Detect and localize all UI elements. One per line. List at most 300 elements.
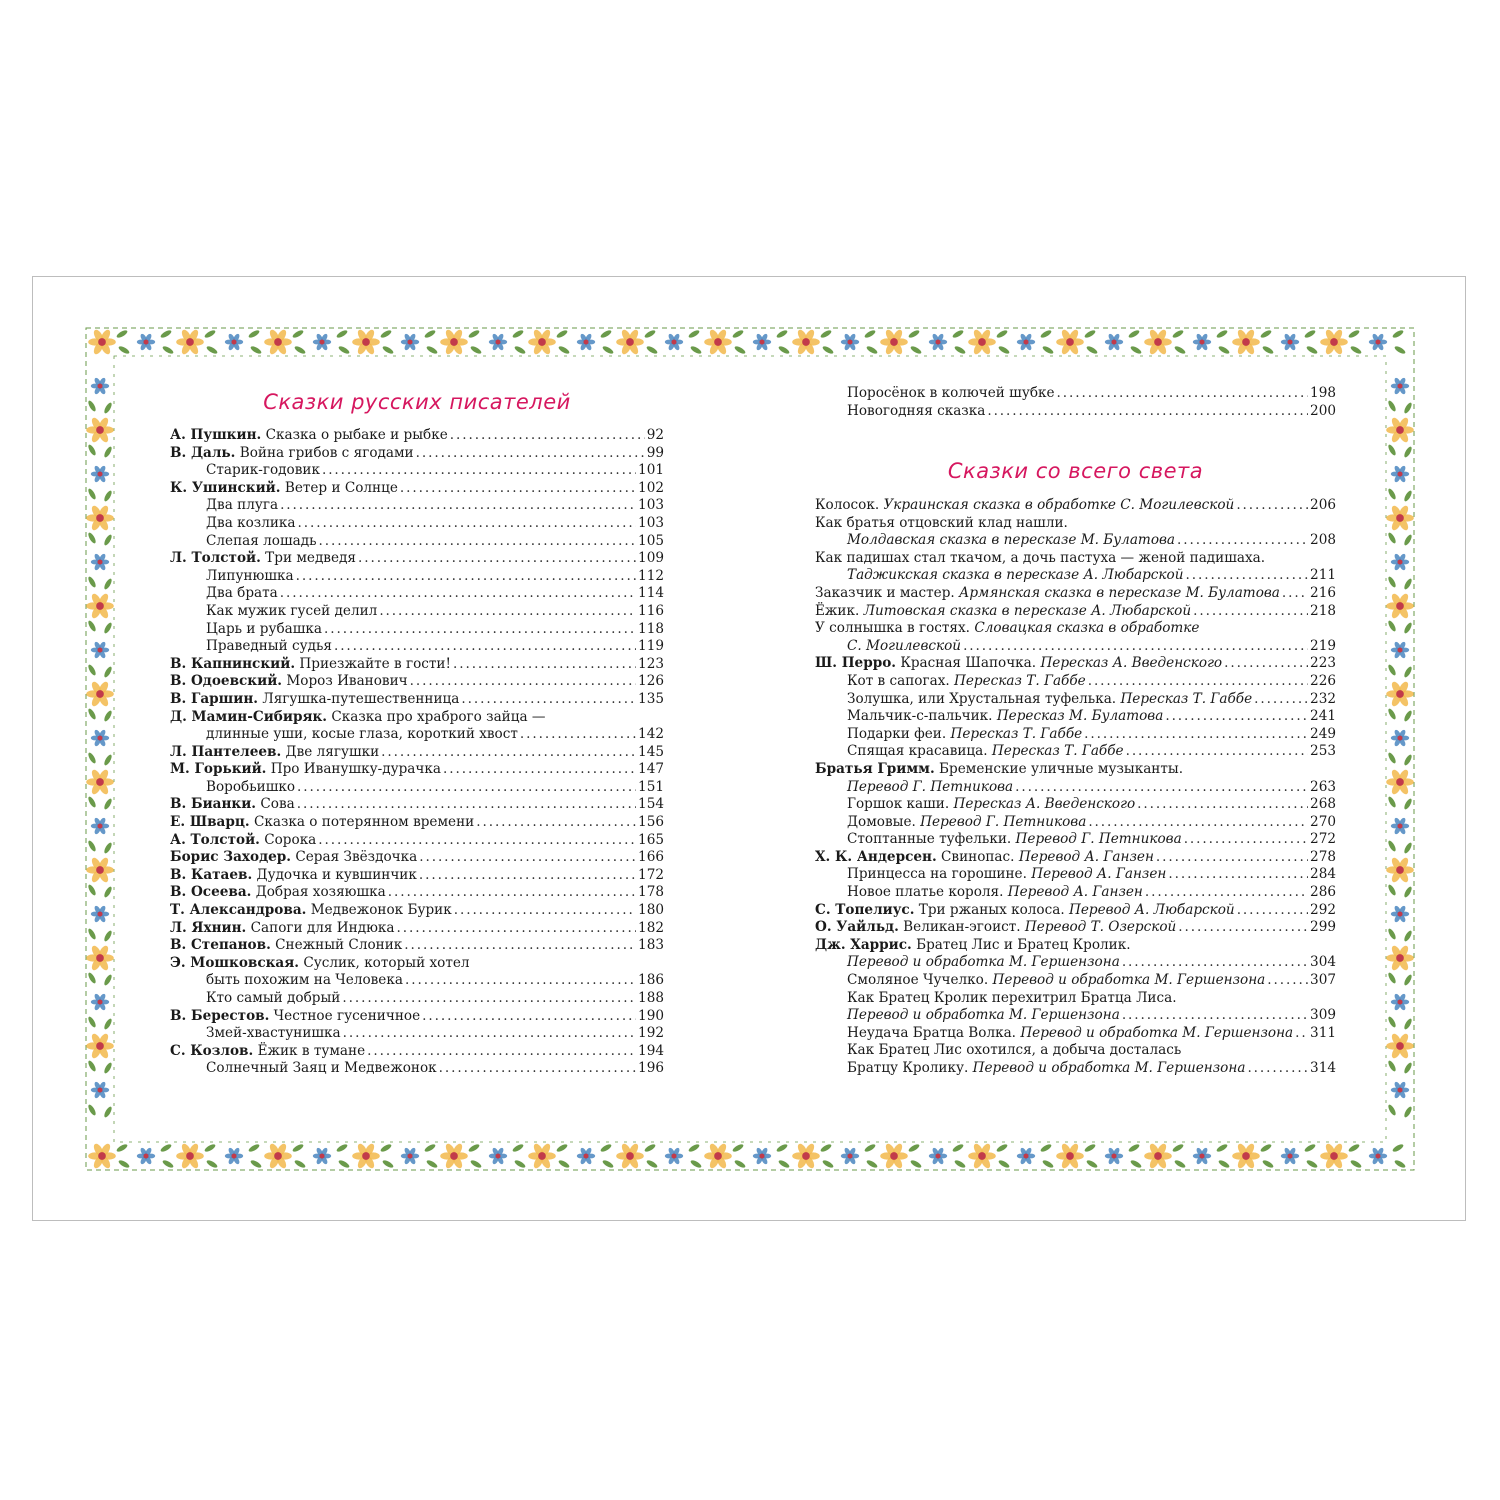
toc-entry-title	[170, 832, 316, 850]
vine-leaf	[206, 1159, 219, 1169]
toc-page-number: 206	[1310, 497, 1336, 513]
toc-entry[interactable]	[170, 832, 664, 850]
toc-page-number: 192	[638, 1025, 664, 1042]
toc-dot-leader	[318, 533, 636, 551]
toc-entry[interactable]	[170, 744, 664, 762]
vine-leaf	[690, 1159, 703, 1169]
small-flower-center	[759, 1153, 764, 1158]
large-flower-center	[802, 1152, 810, 1160]
vine-leaf	[558, 1159, 571, 1169]
toc-entry[interactable]	[815, 972, 1336, 990]
toc-entry-name: Снежный Слоник	[275, 937, 403, 954]
toc-dot-leader	[419, 867, 636, 885]
toc-dot-leader	[296, 568, 636, 586]
vine-leaf	[87, 400, 97, 413]
small-flower-center	[1287, 1153, 1292, 1158]
toc-page-number: 219	[1310, 637, 1336, 654]
large-flower-center	[98, 1152, 106, 1160]
small-flower-center	[935, 339, 940, 344]
vine-leaf	[820, 1143, 833, 1153]
toc-entry-name: Воробьишко	[206, 778, 296, 795]
toc-entry[interactable]	[170, 621, 664, 639]
toc-entry-author: В. Бианки.	[170, 796, 257, 813]
toc-entry-author: В. Гаршин.	[170, 690, 259, 707]
toc-dot-leader	[450, 427, 645, 445]
toc-entry[interactable]	[170, 603, 664, 621]
toc-entry[interactable]	[815, 796, 1336, 814]
toc-entry[interactable]	[815, 603, 1336, 621]
vine-leaf	[1306, 1159, 1319, 1169]
toc-entry-title	[170, 709, 546, 727]
large-flower-center	[362, 1152, 370, 1160]
toc-entry[interactable]	[815, 919, 1336, 937]
small-flower-center	[1023, 339, 1028, 344]
toc-entry[interactable]	[815, 1025, 1336, 1043]
vine-leaf	[204, 1143, 217, 1153]
vine-leaf	[910, 345, 923, 355]
small-flower-center	[495, 339, 500, 344]
toc-entry-author: В. Одоевский.	[170, 673, 283, 690]
vine-leaf	[1172, 1143, 1185, 1153]
small-flower-center	[847, 339, 852, 344]
toc-entry-title	[847, 1025, 1293, 1043]
toc-entry-name: У солнышка в гостях.	[815, 620, 970, 637]
toc-entry-author: В. Осеева.	[170, 884, 252, 901]
toc-entry-name: длинные уши, косые глаза, короткий хвост	[206, 726, 518, 743]
small-flower-center	[143, 1153, 148, 1158]
vine-leaf	[103, 930, 113, 943]
toc-entry[interactable]	[170, 814, 664, 832]
toc-entry[interactable]	[170, 533, 664, 551]
toc-entry[interactable]	[815, 779, 1336, 797]
vine-leaf	[118, 1159, 131, 1169]
toc-entry-translator: Перевод и обработка М. Гершензона	[847, 1007, 1120, 1024]
toc-entry[interactable]	[815, 937, 1336, 955]
toc-entry[interactable]	[170, 673, 664, 691]
vine-leaf	[1403, 490, 1413, 503]
toc-entry-name: Подарки феи.	[847, 725, 947, 742]
toc-entry-title	[170, 937, 402, 955]
toc-entry[interactable]	[815, 1042, 1336, 1060]
toc-dot-leader	[379, 603, 636, 621]
toc-entry[interactable]	[170, 972, 664, 990]
toc-dot-leader	[987, 403, 1308, 421]
large-flower-center	[96, 1042, 104, 1050]
toc-entry[interactable]	[170, 656, 664, 674]
vine-leaf	[248, 329, 261, 339]
toc-entry-title	[815, 515, 1068, 533]
toc-entry-translator: Пересказ Т. Габбе	[950, 725, 1083, 742]
toc-entry[interactable]	[170, 497, 664, 515]
toc-dot-leader	[1224, 655, 1308, 673]
large-flower-center	[96, 690, 104, 698]
small-flower-center	[583, 339, 588, 344]
small-flower-center	[407, 1153, 412, 1158]
toc-entry[interactable]	[815, 990, 1336, 1008]
toc-dot-leader	[322, 462, 636, 480]
toc-entry-title	[206, 726, 518, 744]
toc-entry[interactable]	[170, 726, 664, 744]
toc-page-number: 119	[638, 638, 664, 655]
toc-entry[interactable]	[170, 761, 664, 779]
toc-entry[interactable]	[815, 497, 1336, 515]
toc-entry-title	[206, 585, 278, 603]
toc-entry-name: Змей-хвастунишка	[206, 1025, 341, 1042]
vine-leaf	[103, 1018, 113, 1031]
small-flower-center	[319, 1153, 324, 1158]
toc-entry[interactable]	[815, 849, 1336, 867]
toc-entry-title	[206, 990, 340, 1008]
toc-page-number: 186	[638, 972, 664, 989]
toc-entry[interactable]	[815, 726, 1336, 744]
toc-entry[interactable]	[815, 403, 1336, 421]
toc-entry-author: В. Степанов.	[170, 937, 271, 954]
small-flower-center	[97, 471, 102, 476]
toc-page-number: 123	[638, 655, 664, 672]
toc-entry-translator: Таджикская сказка в пересказе А. Любарской	[847, 567, 1184, 584]
toc-entry-name: Две лягушки	[285, 743, 380, 760]
toc-entry[interactable]	[170, 920, 664, 938]
toc-entry-title	[847, 403, 985, 421]
vine-leaf	[1387, 532, 1397, 545]
toc-entry[interactable]	[815, 532, 1336, 550]
toc-entry-author: Борис Заходер.	[170, 849, 292, 866]
toc-entry-name: Как мужик гусей делил	[206, 602, 378, 619]
toc-entry-name: Смоляное Чучелко.	[847, 972, 989, 989]
toc-entry[interactable]	[170, 550, 664, 568]
vine-leaf	[162, 1159, 175, 1169]
vine-leaf	[103, 754, 113, 767]
vine-leaf	[470, 1159, 483, 1169]
vine-leaf	[734, 1159, 747, 1169]
toc-entry[interactable]	[170, 427, 664, 445]
toc-page-number: 165	[638, 831, 664, 848]
toc-entry-title	[815, 550, 1265, 568]
toc-entry-name: Свинопас.	[941, 848, 1015, 865]
toc-entry[interactable]	[170, 709, 664, 727]
large-flower-center	[96, 602, 104, 610]
toc-entry[interactable]	[170, 884, 664, 902]
toc-dot-leader	[454, 902, 636, 920]
toc-dot-leader	[1145, 884, 1308, 902]
toc-entry-name: Ветер и Солнце	[284, 479, 398, 496]
vine-leaf	[87, 1060, 97, 1073]
large-flower-center	[1066, 1152, 1074, 1160]
vine-leaf	[87, 576, 97, 589]
toc-entry[interactable]	[815, 515, 1336, 533]
toc-entry[interactable]	[170, 691, 664, 709]
vine-leaf	[1403, 1062, 1413, 1075]
toc-entry[interactable]	[815, 550, 1336, 568]
vine-leaf	[87, 796, 97, 809]
vine-leaf	[514, 345, 527, 355]
vine-leaf	[160, 329, 173, 339]
toc-entry-name: Новое платье короля.	[847, 884, 1004, 901]
vine-leaf	[87, 928, 97, 941]
vine-leaf	[1392, 329, 1405, 339]
toc-entry[interactable]	[815, 831, 1336, 849]
toc-entry[interactable]	[170, 1060, 664, 1078]
toc-entry-title	[170, 656, 451, 674]
toc-page-number: 226	[1310, 672, 1336, 689]
toc-entry-title	[847, 532, 1175, 550]
toc-entry-title	[847, 884, 1143, 902]
vine-leaf	[336, 1143, 349, 1153]
toc-entry[interactable]	[815, 620, 1336, 638]
vine-leaf	[206, 345, 219, 355]
toc-page-number: 196	[638, 1060, 664, 1077]
large-flower-center	[890, 338, 898, 346]
toc-page-number: 135	[638, 690, 664, 707]
toc-entry-name: Бременские уличные музыканты.	[939, 760, 1184, 777]
toc-entry[interactable]	[815, 385, 1336, 403]
toc-entry-translator: Молдавская сказка в пересказе М. Булатова	[847, 532, 1176, 549]
large-flower-center	[1154, 1152, 1162, 1160]
vine-leaf	[998, 345, 1011, 355]
large-flower-center	[96, 426, 104, 434]
vine-leaf	[1216, 1143, 1229, 1153]
vine-leaf	[103, 534, 113, 547]
large-flower-center	[538, 338, 546, 346]
toc-dot-leader	[1193, 603, 1308, 621]
toc-entry[interactable]	[815, 1007, 1336, 1025]
vine-leaf	[1084, 1143, 1097, 1153]
small-flower-center	[231, 1153, 236, 1158]
toc-entry-title	[847, 990, 1177, 1008]
toc-entry[interactable]	[815, 708, 1336, 726]
vine-leaf	[1348, 329, 1361, 339]
vine-leaf	[426, 345, 439, 355]
vine-leaf	[160, 1143, 173, 1153]
vine-leaf	[1348, 1143, 1361, 1153]
toc-dot-leader	[1084, 726, 1308, 744]
toc-entry-translator: Перевод А. Любарской	[1068, 901, 1235, 918]
large-flower-center	[714, 1152, 722, 1160]
small-flower-center	[1397, 1087, 1402, 1092]
toc-entry[interactable]	[170, 796, 664, 814]
toc-entry[interactable]	[170, 638, 664, 656]
toc-entry-author: Д. Мамин-Сибиряк.	[170, 708, 328, 725]
toc-entry[interactable]	[815, 673, 1336, 691]
vine-leaf	[87, 1016, 97, 1029]
toc-entry[interactable]	[170, 955, 664, 973]
toc-entry[interactable]	[170, 990, 664, 1008]
toc-dot-leader	[280, 585, 636, 603]
toc-dot-leader	[476, 814, 636, 832]
toc-dot-leader	[1088, 673, 1308, 691]
vine-leaf	[734, 345, 747, 355]
toc-entry[interactable]	[815, 1060, 1336, 1078]
toc-entry-name: Братцу Кролику.	[847, 1060, 969, 1076]
toc-dot-leader	[1237, 902, 1308, 920]
vine-leaf	[600, 329, 613, 339]
vine-leaf	[556, 329, 569, 339]
toc-dot-leader	[410, 673, 636, 691]
vine-leaf	[118, 345, 131, 355]
vine-leaf	[1387, 1060, 1397, 1073]
vine-leaf	[1403, 754, 1413, 767]
small-flower-center	[671, 1153, 676, 1158]
toc-dot-leader	[443, 761, 636, 779]
toc-entry-name: Сказка о рыбаке и рыбке	[265, 427, 448, 443]
vine-leaf	[602, 1159, 615, 1169]
vine-leaf	[1040, 329, 1053, 339]
vine-leaf	[1128, 329, 1141, 339]
toc-entry[interactable]	[170, 779, 664, 797]
toc-page-number: 309	[1310, 1007, 1336, 1024]
toc-entry[interactable]	[170, 515, 664, 533]
toc-entry-author: А. Толстой.	[170, 831, 260, 848]
toc-page-number: 216	[1310, 584, 1336, 601]
toc-page-number: 172	[638, 866, 664, 883]
vine-leaf	[116, 1143, 129, 1153]
toc-entry[interactable]	[170, 445, 664, 463]
toc-entry-author: В. Даль.	[170, 444, 236, 461]
toc-page-number: 253	[1310, 743, 1336, 760]
toc-entry-name: Три медведя	[265, 550, 356, 567]
toc-entry-title	[847, 779, 1013, 797]
toc-page-number: 307	[1310, 972, 1336, 989]
vine-leaf	[204, 329, 217, 339]
toc-page-number: 284	[1310, 866, 1336, 883]
toc-entry[interactable]	[170, 849, 664, 867]
large-flower-center	[450, 1152, 458, 1160]
vine-leaf	[1172, 329, 1185, 339]
toc-dot-leader	[297, 779, 636, 797]
vine-leaf	[646, 345, 659, 355]
toc-page-number: 218	[1310, 602, 1336, 619]
small-flower-center	[407, 339, 412, 344]
toc-entry-title	[170, 761, 441, 779]
toc-entry[interactable]	[815, 814, 1336, 832]
toc-entry-title	[206, 1025, 341, 1043]
vine-leaf	[87, 664, 97, 677]
vine-leaf	[87, 752, 97, 765]
toc-entry-name: Великан-эгоист.	[903, 919, 1021, 936]
toc-entry[interactable]	[170, 462, 664, 480]
vine-leaf	[1084, 329, 1097, 339]
toc-page-number: 188	[638, 990, 664, 1006]
small-flower-center	[1111, 1153, 1116, 1158]
vine-leaf	[822, 1159, 835, 1169]
toc-entry[interactable]	[815, 638, 1336, 656]
toc-entry[interactable]	[170, 480, 664, 498]
vine-leaf	[103, 490, 113, 503]
small-flower-center	[1397, 911, 1402, 916]
vine-leaf	[512, 329, 525, 339]
vine-leaf	[864, 1143, 877, 1153]
toc-entry[interactable]	[170, 1043, 664, 1061]
toc-entry-title	[170, 744, 379, 762]
toc-entry-title	[847, 831, 1182, 849]
toc-entry[interactable]	[170, 1025, 664, 1043]
large-flower-center	[450, 338, 458, 346]
toc-entry-name: Два козлика	[206, 514, 296, 531]
vine-leaf	[996, 329, 1009, 339]
toc-entry-author: Братья Гримм.	[815, 760, 935, 777]
toc-entry-title	[815, 497, 1234, 515]
large-flower-center	[98, 338, 106, 346]
small-flower-center	[1375, 1153, 1380, 1158]
toc-entry-translator: Перевод и обработка М. Гершензона	[972, 1060, 1246, 1076]
vine-leaf	[778, 345, 791, 355]
toc-entry-name: Спящая красавица.	[847, 743, 988, 760]
toc-entry-title	[206, 568, 294, 586]
vine-leaf	[1350, 345, 1363, 355]
toc-entry-title	[847, 814, 1086, 832]
large-flower-center	[714, 338, 722, 346]
toc-entry-name: Старик-годовик	[206, 462, 320, 479]
toc-entry-title	[170, 445, 414, 463]
vine-leaf	[954, 345, 967, 355]
toc-entry[interactable]	[170, 867, 664, 885]
vine-leaf	[294, 1159, 307, 1169]
toc-entry[interactable]	[170, 585, 664, 603]
toc-page-number: 112	[638, 567, 664, 584]
small-flower-center	[97, 647, 102, 652]
vine-leaf	[820, 329, 833, 339]
toc-entry[interactable]	[170, 937, 664, 955]
toc-entry[interactable]	[170, 1008, 664, 1026]
vine-leaf	[116, 329, 129, 339]
toc-entry-title	[847, 708, 1163, 726]
toc-entry-translator: Перевод А. Ганзен	[1007, 884, 1143, 901]
toc-entry-name: Слепая лошадь	[206, 532, 317, 549]
small-flower-center	[1023, 1153, 1028, 1158]
toc-entry[interactable]	[815, 884, 1336, 902]
toc-entry[interactable]	[815, 567, 1336, 585]
toc-entry[interactable]	[170, 568, 664, 586]
large-flower-center	[1396, 426, 1404, 434]
vine-leaf	[87, 488, 97, 501]
toc-entry-name: Заказчик и мастер.	[815, 584, 955, 601]
toc-entry-translator: Пересказ А. Введенского	[1040, 655, 1223, 672]
toc-page-number: 299	[1310, 919, 1336, 936]
toc-entry[interactable]	[815, 954, 1336, 972]
toc-dot-leader	[324, 621, 636, 639]
vine-leaf	[556, 1143, 569, 1153]
vine-leaf	[690, 345, 703, 355]
toc-page-number: 249	[1310, 725, 1336, 742]
toc-dot-leader	[342, 990, 636, 1008]
toc-entry[interactable]	[815, 585, 1336, 603]
vine-leaf	[87, 1104, 97, 1117]
vine-leaf	[1403, 710, 1413, 723]
small-flower-center	[1375, 339, 1380, 344]
toc-page-number: 223	[1310, 655, 1336, 672]
toc-page-number: 286	[1310, 884, 1336, 901]
toc-entry[interactable]	[815, 866, 1336, 884]
small-flower-center	[1397, 735, 1402, 740]
vine-leaf	[996, 1143, 1009, 1153]
toc-entry[interactable]	[815, 655, 1336, 673]
vine-leaf	[644, 1143, 657, 1153]
toc-dot-leader	[280, 497, 636, 515]
toc-entry-title	[206, 621, 322, 639]
toc-entry[interactable]	[170, 902, 664, 920]
large-flower-center	[626, 1152, 634, 1160]
toc-entry-title	[170, 849, 417, 867]
toc-entry-translator: Перевод Т. Озерской	[1024, 919, 1177, 936]
vine-leaf	[338, 345, 351, 355]
toc-entry[interactable]	[815, 902, 1336, 920]
large-flower-center	[802, 338, 810, 346]
toc-entry-author: Х. К. Андерсен.	[815, 848, 937, 865]
toc-entry[interactable]	[815, 743, 1336, 761]
toc-entry[interactable]	[815, 761, 1336, 779]
toc-entry[interactable]	[815, 691, 1336, 709]
vine-leaf	[778, 1159, 791, 1169]
